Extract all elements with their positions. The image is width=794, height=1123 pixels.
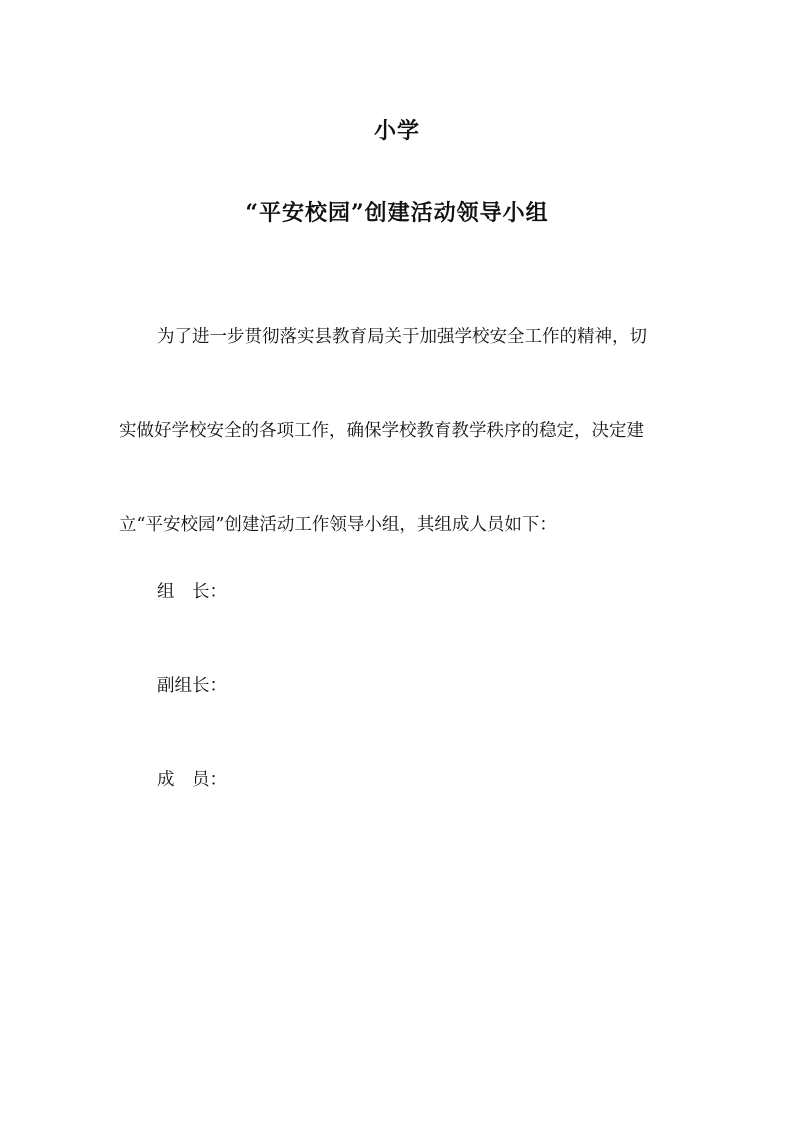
paragraph-line-1: 为了进一步贯彻落实县教育局关于加强学校安全工作的精神，切 — [157, 327, 647, 347]
role-members: 成 员： — [157, 770, 227, 790]
role-deputy-leader: 副组长： — [157, 676, 227, 696]
group-title: “平安校园”创建活动领导小组 — [245, 200, 549, 226]
intro-paragraph — [119, 290, 679, 572]
school-title: 小学 — [373, 118, 420, 144]
paragraph-line-3: 立“平安校园”创建活动工作领导小组，其组成人员如下： — [119, 515, 557, 535]
role-leader: 组 长： — [157, 582, 227, 602]
paragraph-line-2: 实做好学校安全的各项工作，确保学校教育教学秩序的稳定，决定建 — [119, 421, 644, 441]
